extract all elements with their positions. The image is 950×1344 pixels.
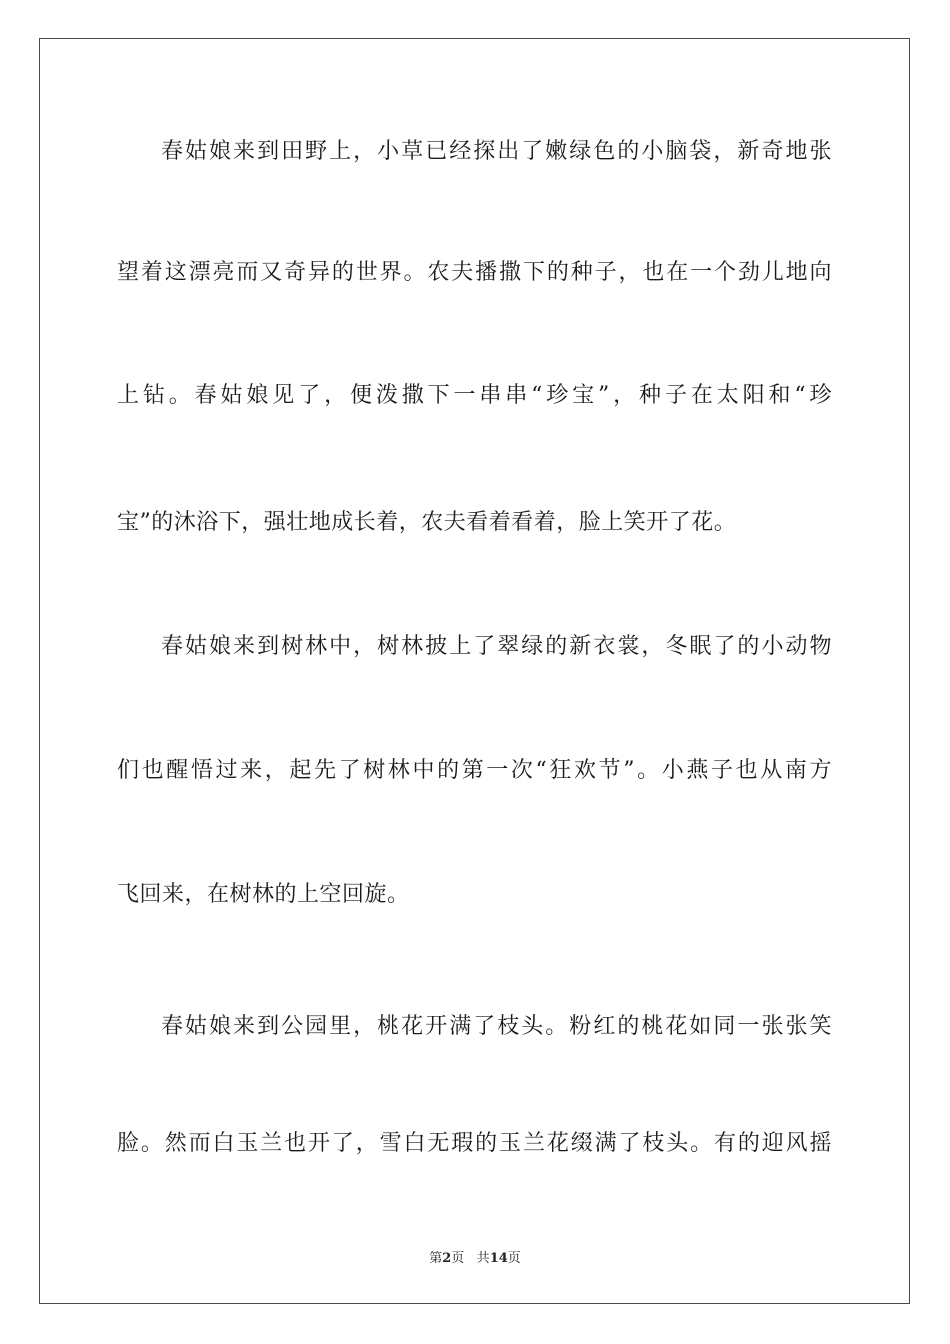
paragraph-2-line-1: 春姑娘来到树林中，树林披上了翠绿的新衣裳，冬眠了的小动物 [161,634,832,659]
footer-page-suffix: 页 [451,1251,465,1266]
footer-total-pages: 14 [489,1251,508,1266]
footer-page-number: 2 [442,1251,452,1266]
paragraph-3-line-1: 春姑娘来到公园里，桃花开满了枝头。粉红的桃花如同一张张笑 [161,1014,832,1039]
paragraph-1-line-2: 望着这漂亮而又奇异的世界。农夫播撒下的种子，也在一个劲儿地向 [117,260,832,285]
paragraph-2-line-3: 飞回来，在树林的上空回旋。 [117,882,410,907]
footer-total-prefix: 共 [476,1251,490,1266]
paragraph-3-line-2: 脸。然而白玉兰也开了，雪白无瑕的玉兰花缀满了枝头。有的迎风摇 [117,1131,832,1156]
footer-page-prefix: 第 [429,1251,443,1266]
page-border [39,38,910,1304]
page-footer [0,1247,950,1266]
paragraph-1-line-1: 春姑娘来到田野上，小草已经探出了嫩绿色的小脑袋，新奇地张 [161,139,832,164]
paragraph-1-line-3: 上钻。春姑娘见了，便泼撒下一串串“珍宝”，种子在太阳和“珍 [117,383,832,408]
footer-total-suffix: 页 [507,1251,521,1266]
paragraph-1-line-4: 宝”的沐浴下，强壮地成长着，农夫看着看着，脸上笑开了花。 [117,510,737,535]
paragraph-2-line-2: 们也醒悟过来，起先了树林中的第一次“狂欢节”。小燕子也从南方 [117,758,832,783]
